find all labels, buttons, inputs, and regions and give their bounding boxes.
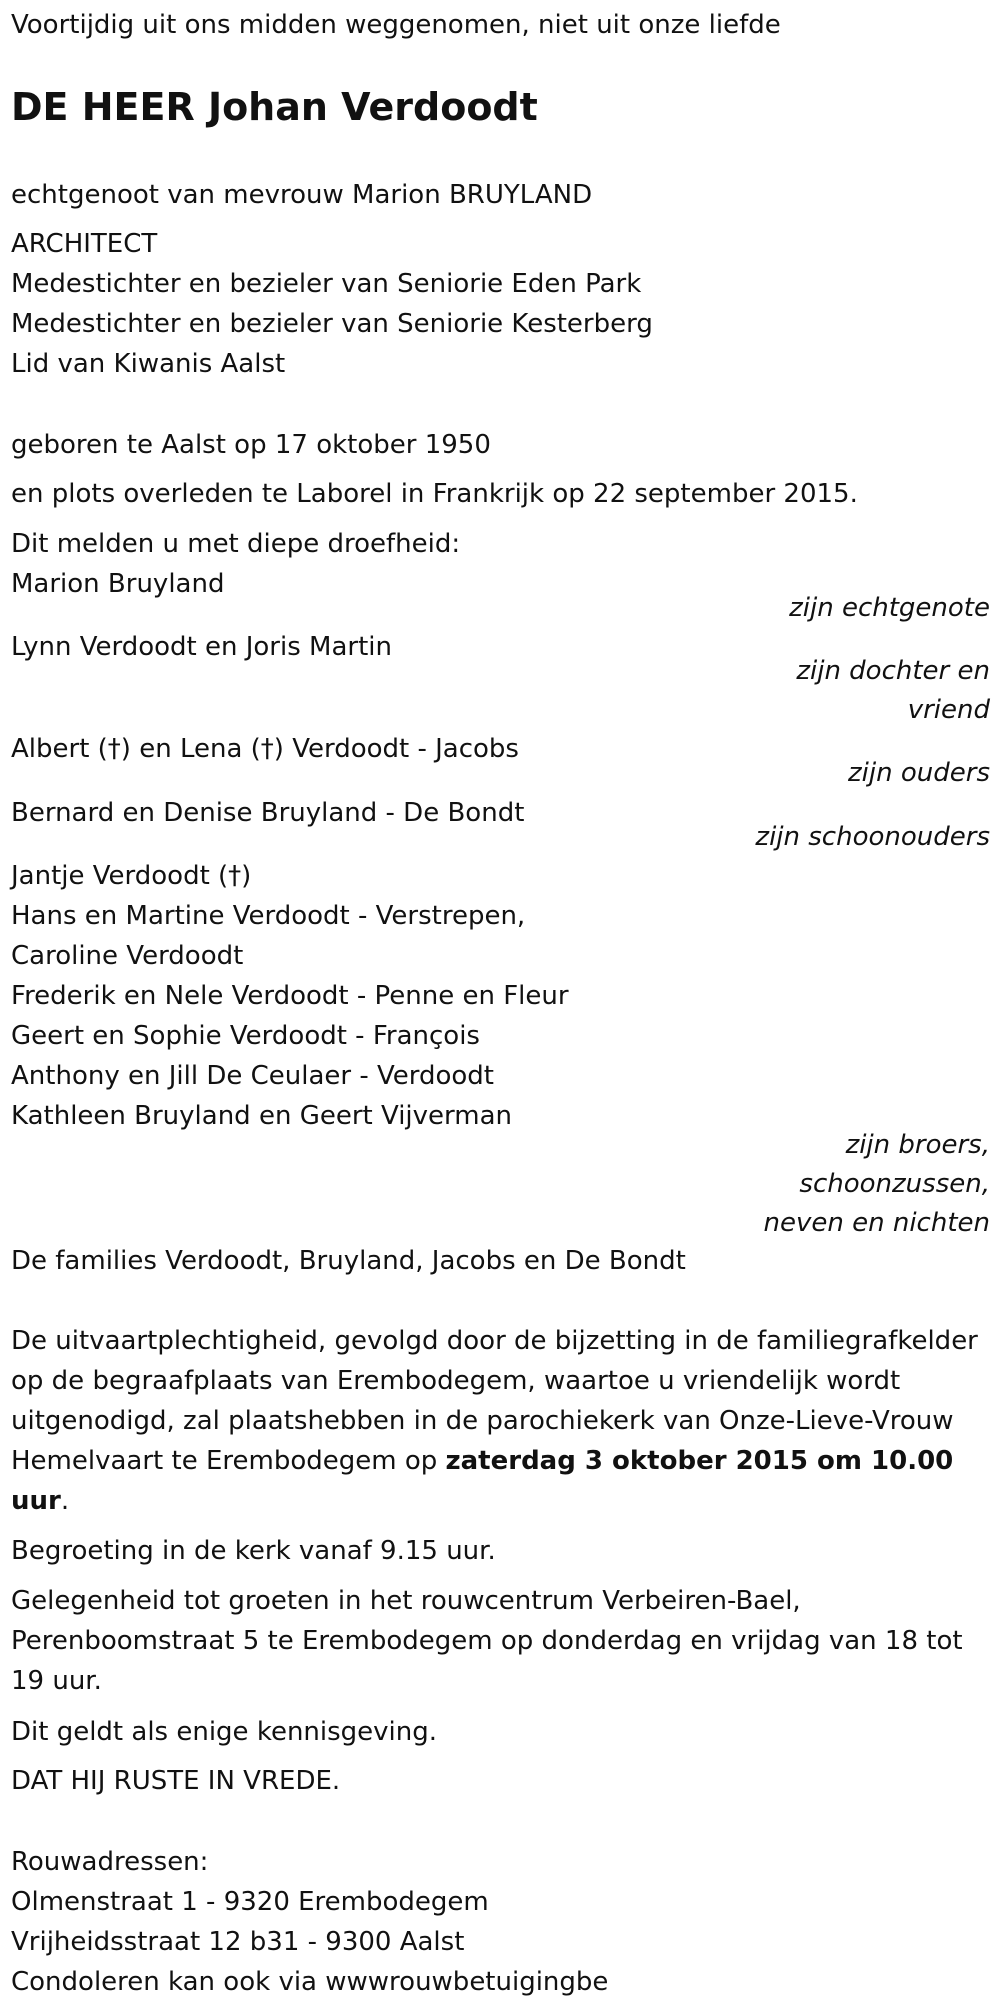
condolence-line: Condoleren kan ook via wwwrouwbetuigingbe bbox=[11, 1967, 609, 1997]
church-greeting: Begroeting in de kerk vanaf 9.15 uur. bbox=[11, 1536, 496, 1566]
role-line: Medestichter en bezieler van Seniorie Kesterberg bbox=[11, 309, 653, 339]
family-names: Caroline Verdoodt bbox=[11, 941, 244, 971]
funeral-text: De uitvaartplechtigheid, gevolgd door de bijzetting in de familiegrafkelder op de begraafplaats van Erembodegem, waartoe u vriendelijk wordt uitgenodigd, zal plaatshebben in de parochiekerk van Onze-Lieve-Vrouw Hemelvaart te Erembodegem op bbox=[11, 1326, 978, 1476]
addresses-label: Rouwadressen: bbox=[11, 1847, 209, 1877]
funeral-date: zaterdag 3 oktober 2015 om 10.00 uur bbox=[11, 1446, 954, 1516]
death-line: en plots overleden te Laborel in Frankrijk op 22 september 2015. bbox=[11, 479, 858, 509]
notice-line: Dit geldt als enige kennisgeving. bbox=[11, 1717, 438, 1747]
role-line: Lid van Kiwanis Aalst bbox=[11, 349, 286, 379]
tagline: Voortijdig uit ons midden weggenomen, niet uit onze liefde bbox=[11, 10, 781, 40]
address-line: Vrijheidsstraat 12 b31 - 9300 Aalst bbox=[11, 1927, 465, 1957]
family-names: Lynn Verdoodt en Joris Martin bbox=[11, 632, 392, 662]
address-line: Olmenstraat 1 - 9320 Erembodegem bbox=[11, 1887, 489, 1917]
family-relation: vriend bbox=[907, 695, 990, 725]
funeral-text-end: . bbox=[60, 1486, 70, 1516]
family-names: Albert (†) en Lena (†) Verdoodt - Jacobs bbox=[11, 734, 519, 764]
family-names: Geert en Sophie Verdoodt - François bbox=[11, 1021, 480, 1051]
family-relation: schoonzussen, bbox=[799, 1169, 990, 1199]
families-line: De families Verdoodt, Bruyland, Jacobs en De Bondt bbox=[11, 1246, 686, 1276]
role-line: Medestichter en bezieler van Seniorie Eden Park bbox=[11, 269, 642, 299]
family-names: Anthony en Jill De Ceulaer - Verdoodt bbox=[11, 1061, 494, 1091]
family-names: Frederik en Nele Verdoodt - Penne en Fleur bbox=[11, 981, 569, 1011]
birth-line: geboren te Aalst op 17 oktober 1950 bbox=[11, 430, 491, 460]
funeral-paragraph bbox=[11, 1321, 996, 1521]
deceased-name: DE HEER Johan Verdoodt bbox=[11, 85, 538, 129]
family-names: Marion Bruyland bbox=[11, 569, 225, 599]
family-relation: zijn ouders bbox=[848, 758, 990, 788]
family-relation: zijn echtgenote bbox=[789, 593, 990, 623]
family-relation: zijn broers, bbox=[845, 1130, 990, 1160]
role-line: ARCHITECT bbox=[11, 229, 158, 259]
family-names: Jantje Verdoodt (†) bbox=[11, 861, 252, 891]
family-relation: zijn dochter en bbox=[796, 656, 990, 686]
family-names: Kathleen Bruyland en Geert Vijverman bbox=[11, 1101, 512, 1131]
rip-line: DAT HIJ RUSTE IN VREDE. bbox=[11, 1766, 341, 1796]
funeral-center-greeting: Gelegenheid tot groeten in het rouwcentrum Verbeiren-Bael, Perenboomstraat 5 te Erembodegem op donderdag en vrijdag van 18 tot 19 uur. bbox=[11, 1586, 963, 1696]
family-intro: Dit melden u met diepe droefheid: bbox=[11, 529, 461, 559]
family-relation: zijn schoonouders bbox=[755, 822, 990, 852]
family-relation: neven en nichten bbox=[763, 1208, 990, 1238]
spouse-line: echtgenoot van mevrouw Marion BRUYLAND bbox=[11, 180, 593, 210]
family-names: Hans en Martine Verdoodt - Verstrepen, bbox=[11, 901, 526, 931]
family-names: Bernard en Denise Bruyland - De Bondt bbox=[11, 798, 525, 828]
